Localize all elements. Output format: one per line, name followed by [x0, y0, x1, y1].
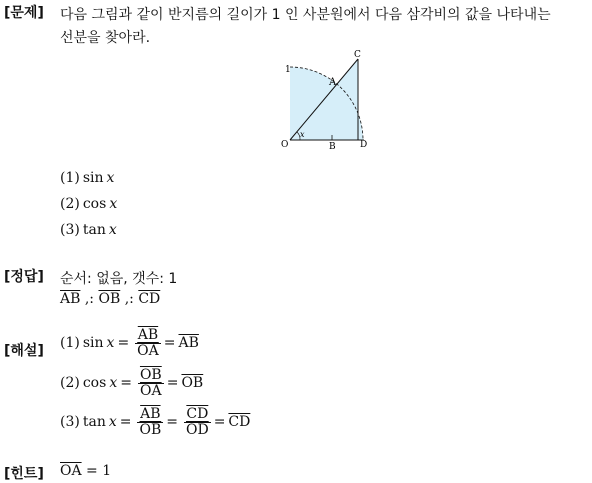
label-a: A	[329, 77, 337, 88]
explanation-row-1	[60, 328, 202, 358]
equals-sign: =	[163, 335, 176, 352]
fraction-numerator: $\overline{CD}$	[186, 406, 209, 422]
label-d: D	[360, 140, 368, 150]
hint-line	[60, 463, 111, 479]
equals-sign: =	[166, 375, 179, 392]
fraction-denominator: OA	[137, 342, 159, 359]
segment-cd: $\overline{CD}$	[138, 291, 161, 307]
equals-sign: =	[119, 414, 132, 431]
label-one: 1	[285, 65, 291, 75]
fraction-numerator: $\overline{AB}$	[137, 327, 159, 343]
row-number: (2)	[60, 375, 80, 392]
item-function: tan	[82, 222, 106, 238]
fraction	[135, 328, 161, 358]
hint-tag: [힌트]	[4, 466, 44, 482]
fraction-denominator: OA	[140, 382, 162, 399]
answer-sep: ,:	[120, 291, 139, 307]
fraction	[137, 407, 163, 437]
fraction	[138, 368, 164, 398]
problem-line-1: 다음 그림과 같이 반지름의 길이가 1 인 사분원에서 다음 삼각비의 값을 나타내는	[60, 7, 551, 23]
item-number: (2)	[60, 196, 80, 212]
answer-tag: [정답]	[4, 269, 44, 285]
equals-sign: =	[213, 414, 226, 431]
problem-line-2: 선분을 찾아라.	[60, 30, 151, 46]
segment-oa: $\overline{OA}$	[60, 463, 82, 479]
label-b: B	[329, 142, 336, 152]
fraction	[184, 407, 211, 437]
item-function: cos	[82, 196, 107, 212]
fraction-denominator: OD	[185, 421, 209, 438]
problem-item-3	[60, 222, 120, 238]
row-function: cos	[82, 375, 107, 392]
explanation-tag: [해설]	[4, 343, 44, 359]
row-number: (1)	[60, 335, 80, 352]
row-result: $\overline{OB}$	[181, 375, 204, 392]
row-variable: x	[108, 414, 117, 431]
item-number: (1)	[60, 170, 80, 186]
row-variable: x	[106, 335, 115, 352]
hint-equation: = 1	[86, 463, 112, 479]
answer-line-2	[60, 291, 160, 307]
equals-sign: =	[120, 375, 132, 392]
problem-tag: [문제]	[4, 5, 44, 21]
problem-item-2	[60, 196, 120, 212]
equals-sign: =	[166, 414, 178, 431]
row-result: $\overline{AB}$	[178, 335, 199, 352]
equals-sign: =	[117, 335, 130, 352]
row-number: (3)	[60, 414, 80, 431]
item-number: (3)	[60, 222, 80, 238]
row-result: $\overline{CD}$	[228, 414, 251, 431]
item-variable: x	[108, 222, 117, 238]
segment-ob: $\overline{OB}$	[98, 291, 121, 307]
segment-ab: $\overline{AB}$	[60, 291, 81, 307]
row-function: tan	[82, 414, 106, 431]
fraction-denominator: OB	[139, 421, 162, 438]
fraction-numerator: $\overline{AB}$	[140, 406, 161, 422]
explanation-row-3	[60, 407, 253, 437]
problem-item-1	[60, 170, 117, 186]
label-x: x	[300, 130, 305, 139]
answer-sep: ,:	[80, 291, 99, 307]
quarter-circle-figure	[280, 47, 375, 153]
explanation-row-2	[60, 368, 206, 398]
label-o: O	[281, 140, 289, 150]
item-variable: x	[106, 170, 115, 186]
row-function: sin	[82, 335, 104, 352]
row-variable: x	[109, 375, 118, 392]
item-function: sin	[82, 170, 104, 186]
answer-line-1: 순서: 없음, 갯수: 1	[60, 271, 178, 287]
label-c: C	[354, 50, 361, 60]
item-variable: x	[109, 196, 118, 212]
fraction-numerator: $\overline{OB}$	[139, 367, 162, 383]
